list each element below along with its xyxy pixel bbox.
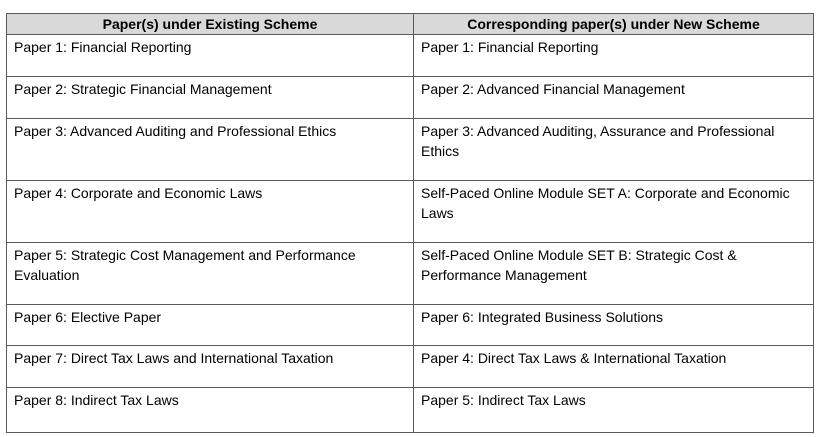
table-row (7, 388, 814, 433)
existing-paper-cell: Paper 4: Corporate and Economic Laws (7, 181, 414, 243)
existing-paper-cell: Paper 7: Direct Tax Laws and International Taxation (7, 346, 414, 388)
header-existing-scheme: Paper(s) under Existing Scheme (7, 14, 414, 35)
new-paper-cell: Paper 6: Integrated Business Solutions (414, 305, 814, 346)
new-paper-cell: Self-Paced Online Module SET B: Strategic Cost & Performance Management (414, 243, 814, 305)
table-row (7, 35, 814, 77)
table-row (7, 243, 814, 305)
new-paper-cell: Paper 4: Direct Tax Laws & International Taxation (414, 346, 814, 388)
table-row (7, 305, 814, 346)
new-paper-cell: Paper 3: Advanced Auditing, Assurance and Professional Ethics (414, 119, 814, 181)
table-row (7, 119, 814, 181)
scheme-mapping-table (6, 13, 814, 433)
existing-paper-cell: Paper 5: Strategic Cost Management and Performance Evaluation (7, 243, 414, 305)
new-paper-cell: Self-Paced Online Module SET A: Corporate and Economic Laws (414, 181, 814, 243)
existing-paper-cell: Paper 3: Advanced Auditing and Professional Ethics (7, 119, 414, 181)
table-row (7, 77, 814, 119)
header-new-scheme: Corresponding paper(s) under New Scheme (414, 14, 814, 35)
new-paper-cell: Paper 2: Advanced Financial Management (414, 77, 814, 119)
new-paper-cell: Paper 5: Indirect Tax Laws (414, 388, 814, 433)
new-paper-cell: Paper 1: Financial Reporting (414, 35, 814, 77)
table-row (7, 181, 814, 243)
existing-paper-cell: Paper 8: Indirect Tax Laws (7, 388, 414, 433)
existing-paper-cell: Paper 1: Financial Reporting (7, 35, 414, 77)
existing-paper-cell: Paper 2: Strategic Financial Management (7, 77, 414, 119)
table-row (7, 346, 814, 388)
existing-paper-cell: Paper 6: Elective Paper (7, 305, 414, 346)
table-header-row (7, 14, 814, 35)
